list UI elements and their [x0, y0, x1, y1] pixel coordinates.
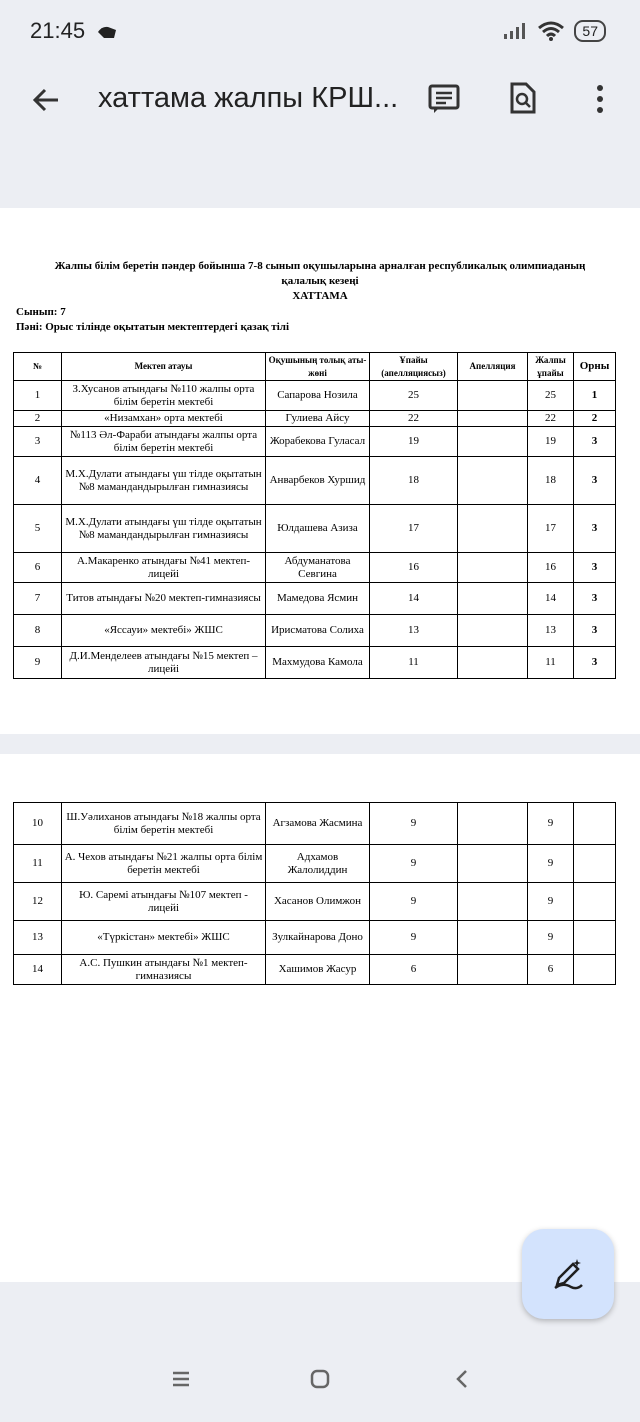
cell-score: 22 — [370, 411, 458, 427]
cell-student: Гулиева Айсу — [266, 411, 370, 427]
cell-score: 18 — [370, 457, 458, 505]
header-appeal: Апелляция — [458, 353, 528, 381]
cell-place: 3 — [574, 505, 616, 553]
cell-total: 19 — [528, 427, 574, 457]
cell-number: 9 — [14, 647, 62, 679]
table-row — [14, 427, 616, 457]
header-score: Ұпайы (апелляциясыз) — [370, 353, 458, 381]
results-table-continued — [13, 802, 616, 985]
cell-number: 13 — [14, 921, 62, 955]
cell-number: 8 — [14, 615, 62, 647]
cell-place: 3 — [574, 427, 616, 457]
table-row — [14, 615, 616, 647]
cell-place — [574, 955, 616, 985]
cell-school: «Низамхан» орта мектебі — [62, 411, 266, 427]
cell-student: Жорабекова Гуласал — [266, 427, 370, 457]
cell-place — [574, 883, 616, 921]
cell-appeal — [458, 583, 528, 615]
cell-number: 6 — [14, 553, 62, 583]
cell-school: З.Хусанов атындағы №110 жалпы орта білім беретін мектебі — [62, 381, 266, 411]
recent-apps-icon[interactable] — [170, 1368, 192, 1390]
cell-total: 22 — [528, 411, 574, 427]
home-icon[interactable] — [309, 1368, 331, 1390]
cell-school: «Түркістан» мектебі» ЖШС — [62, 921, 266, 955]
cell-total: 9 — [528, 921, 574, 955]
cell-total: 9 — [528, 883, 574, 921]
cell-appeal — [458, 883, 528, 921]
cell-appeal — [458, 381, 528, 411]
cell-number: 1 — [14, 381, 62, 411]
cell-student: Хашимов Жасур — [266, 955, 370, 985]
table-row — [14, 381, 616, 411]
cell-total: 11 — [528, 647, 574, 679]
cell-appeal — [458, 803, 528, 845]
cell-student: Махмудова Камола — [266, 647, 370, 679]
cell-school: «Яссауи» мектебі» ЖШС — [62, 615, 266, 647]
cell-score: 25 — [370, 381, 458, 411]
results-table — [13, 352, 616, 679]
header-school: Мектеп атауы — [62, 353, 266, 381]
cell-score: 19 — [370, 427, 458, 457]
cell-number: 11 — [14, 845, 62, 883]
cell-total: 16 — [528, 553, 574, 583]
outline-icon[interactable] — [428, 82, 462, 116]
arrow-left-icon[interactable] — [30, 84, 62, 116]
cell-total: 9 — [528, 803, 574, 845]
cell-appeal — [458, 553, 528, 583]
cell-total: 14 — [528, 583, 574, 615]
cell-total: 9 — [528, 845, 574, 883]
cell-appeal — [458, 457, 528, 505]
edit-fab-button[interactable] — [522, 1229, 614, 1319]
table-row — [14, 505, 616, 553]
cell-total: 25 — [528, 381, 574, 411]
header-student: Оқушының толық аты- жөні — [266, 353, 370, 381]
cell-student: Мамедова Ясмин — [266, 583, 370, 615]
cell-appeal — [458, 615, 528, 647]
status-icons — [502, 20, 606, 42]
cell-student: Анварбеков Хуршид — [266, 457, 370, 505]
cell-appeal — [458, 411, 528, 427]
cell-number: 14 — [14, 955, 62, 985]
cell-school: Титов атындағы №20 мектеп-гимназиясы — [62, 583, 266, 615]
wifi-icon — [538, 21, 564, 41]
cell-score: 13 — [370, 615, 458, 647]
header-place: Орны — [574, 353, 616, 381]
cell-score: 9 — [370, 883, 458, 921]
table-row — [14, 883, 616, 921]
cell-place: 3 — [574, 457, 616, 505]
search-document-icon[interactable] — [508, 82, 538, 116]
cell-score: 9 — [370, 803, 458, 845]
table-row — [14, 647, 616, 679]
cell-school: Ю. Саремі атындағы №107 мектеп - лицейі — [62, 883, 266, 921]
cell-number: 12 — [14, 883, 62, 921]
cell-number: 5 — [14, 505, 62, 553]
document-page-1 — [0, 208, 640, 734]
status-time: 21:45 — [30, 18, 86, 43]
cell-total: 17 — [528, 505, 574, 553]
cell-student: Адхамов Жалолиддин — [266, 845, 370, 883]
cell-total: 6 — [528, 955, 574, 985]
header-total: Жалпы ұпайы — [528, 353, 574, 381]
cell-score: 6 — [370, 955, 458, 985]
table-row — [14, 583, 616, 615]
battery-icon: 57 — [574, 20, 606, 42]
cell-number: 2 — [14, 411, 62, 427]
cell-appeal — [458, 845, 528, 883]
cell-student: Хасанов Олимжон — [266, 883, 370, 921]
cell-student: Зулкайнарова Доно — [266, 921, 370, 955]
header-number: № — [14, 353, 62, 381]
document-title: хаттама жалпы КРШ... — [98, 82, 399, 114]
cell-appeal — [458, 921, 528, 955]
cell-school: №113 Әл-Фараби атындағы жалпы орта білім беретін мектебі — [62, 427, 266, 457]
cell-student: Юлдашева Азиза — [266, 505, 370, 553]
back-nav-icon[interactable] — [452, 1368, 474, 1390]
cell-place: 1 — [574, 381, 616, 411]
cell-school: Ш.Уәлиханов атындағы №18 жалпы орта білім беретін мектебі — [62, 803, 266, 845]
cell-score: 9 — [370, 921, 458, 955]
cell-appeal — [458, 647, 528, 679]
doc-title-line3: ХАТТАМА — [292, 290, 348, 302]
cell-appeal — [458, 427, 528, 457]
cell-school: М.Х.Дулати атындағы үш тілде оқытатын №8 мамандандырылған гимназиясы — [62, 505, 266, 553]
cell-student: Ирисматова Солиха — [266, 615, 370, 647]
system-nav-bar — [0, 1342, 640, 1422]
cell-place: 3 — [574, 615, 616, 647]
cell-place — [574, 845, 616, 883]
cell-place: 3 — [574, 553, 616, 583]
status-bar — [0, 0, 640, 64]
cell-appeal — [458, 955, 528, 985]
doc-subject: Пәні: Орыс тілінде оқытатын мектептердегі қазақ тілі — [16, 321, 289, 333]
document-page-2 — [0, 754, 640, 1282]
cell-place — [574, 921, 616, 955]
cell-school: А.С. Пушкин атындағы №1 мектеп-гимназиясы — [62, 955, 266, 985]
cell-score: 14 — [370, 583, 458, 615]
cell-appeal — [458, 505, 528, 553]
cell-place — [574, 803, 616, 845]
cell-score: 9 — [370, 845, 458, 883]
table-row — [14, 411, 616, 427]
edit-sparkle-icon — [551, 1257, 585, 1291]
doc-title-line1: Жалпы білім беретін пәндер бойынша 7-8 сынып оқушыларына арналған республикалық олимпиаданың — [54, 260, 586, 272]
table-header-row — [14, 353, 616, 381]
table-row — [14, 553, 616, 583]
cell-total: 18 — [528, 457, 574, 505]
cell-school: Д.И.Менделеев атындағы №15 мектеп –лицейі — [62, 647, 266, 679]
more-vert-icon[interactable] — [590, 82, 610, 116]
cell-student: Агзамова Жасмина — [266, 803, 370, 845]
cell-number: 7 — [14, 583, 62, 615]
table-row — [14, 921, 616, 955]
table-row — [14, 803, 616, 845]
doc-title-line2: қалалық кезеңі — [281, 275, 359, 287]
cell-score: 16 — [370, 553, 458, 583]
cell-place: 2 — [574, 411, 616, 427]
table-row — [14, 457, 616, 505]
table-row — [14, 845, 616, 883]
cell-student: Абдуманатова Севгина — [266, 553, 370, 583]
cell-number: 3 — [14, 427, 62, 457]
cell-place: 3 — [574, 647, 616, 679]
cell-student: Сапарова Нозила — [266, 381, 370, 411]
table-row — [14, 955, 616, 985]
cell-number: 10 — [14, 803, 62, 845]
cell-place: 3 — [574, 583, 616, 615]
cell-school: М.Х.Дулати атындағы үш тілде оқытатын №8 мамандандырылған гимназиясы — [62, 457, 266, 505]
app-bar — [0, 64, 640, 146]
cell-school: А. Чехов атындағы №21 жалпы орта білім беретін мектебі — [62, 845, 266, 883]
cell-score: 11 — [370, 647, 458, 679]
cell-total: 13 — [528, 615, 574, 647]
cell-number: 4 — [14, 457, 62, 505]
doc-grade: Сынып: 7 — [16, 306, 66, 318]
signal-icon — [502, 22, 528, 40]
cell-score: 17 — [370, 505, 458, 553]
notification-icon — [96, 24, 118, 40]
cell-school: А.Макаренко атындағы №41 мектеп-лицейі — [62, 553, 266, 583]
